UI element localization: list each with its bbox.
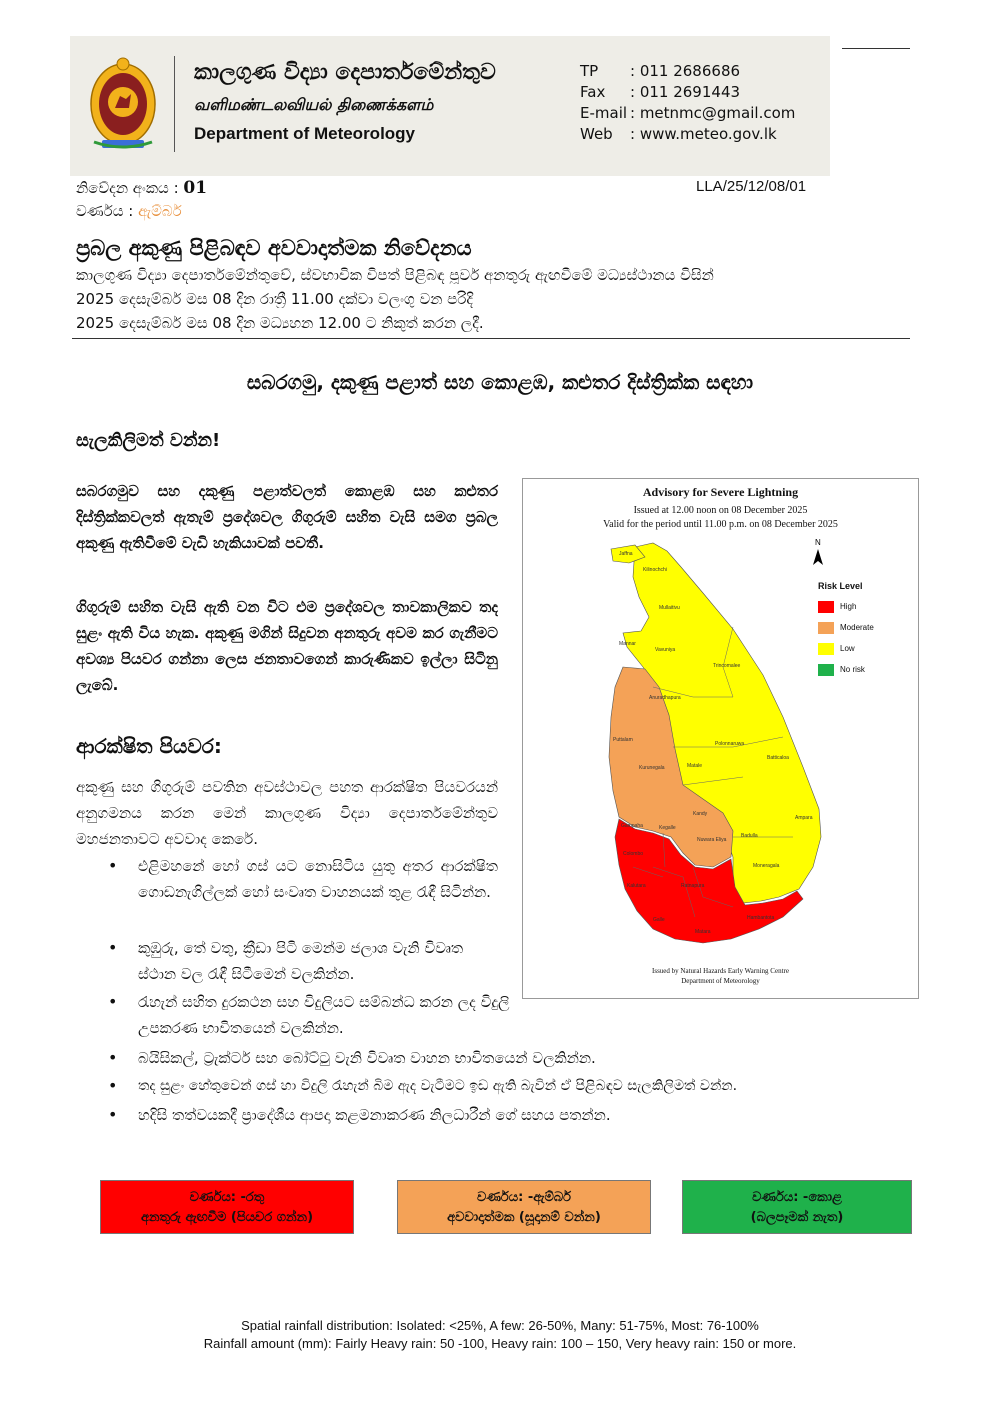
list-item (108, 989, 518, 1041)
map-valid-period: Valid for the period until 11.00 p.m. on 08 December 2025 (603, 519, 838, 530)
section-divider (72, 338, 910, 339)
sri-lanka-map (583, 537, 823, 957)
bullet-icon: • (108, 938, 118, 957)
paragraph-forecast: සබරගමුව සහ දකුණු පළාත්වලත් කොළඹ සහ කළුතර දිස්ත්‍රික්කවලත් ඇතැම් ප්‍රදේශවල ගිගුරුම් සහිත වැසි සමග ප්‍රබල අකුණු ඇතිවීමේ වැඩි හැකියාවක් පවතී. (76, 482, 498, 552)
map-issuer-department: Department of Meteorology (681, 977, 760, 985)
district-label: Kurunegala (639, 765, 665, 771)
legend-label: No risk (840, 665, 865, 675)
district-label: Batticaloa (767, 755, 789, 761)
bullet-icon: • (108, 856, 118, 875)
bullet-icon: • (108, 1048, 118, 1067)
color-key-desc: අනතුරු ඇඟවීම (පියවර ගන්න) (140, 1210, 314, 1225)
map-issuer: Issued by Natural Hazards Early Warning Centre (652, 967, 789, 975)
legend-label: Low (840, 644, 855, 654)
list-item (108, 935, 498, 987)
district-label: Mannar (619, 641, 636, 647)
district-label: Ampara (795, 815, 813, 821)
district-label: Matale (687, 763, 703, 769)
notice-number-label: නිවේදන අංකය : (76, 179, 179, 197)
list-item-text: තද සුළං හේතුවෙන් ගස් හා විදුලි රැහැන් බිම ඇද වැටීමට ඉඩ ඇති බැවින් ඒ පිළිබඳව සැලකිලිමත් වන්න. (138, 1078, 738, 1094)
district-label: Nuwara Eliya (697, 837, 727, 843)
legend-label: Moderate (840, 623, 874, 633)
north-label: N (815, 538, 821, 547)
footer-rainfall-distribution: Spatial rainfall distribution: Isolated: <25%, A few: 26-50%, Many: 51-75%, Most: 76-100% (241, 1318, 759, 1333)
bullet-icon: • (108, 1076, 118, 1095)
district-label: Kilinochchi (643, 567, 667, 573)
map-issued-time: Issued at 12.00 noon on 08 December 2025 (633, 505, 808, 516)
paragraph-request: ගිගුරුම් සහිත වැසි ඇති වන විට එම ප්‍රදේශවල තාවකාලිකව තද සුළං ඇති විය හැක. අකුණු මගින් සිදුවන අනතුරු අවම කර ගැනීමට අවශ්‍ය පියවර ගන්නා ලෙස ජනතාවගෙන් කාරුණිකව ඉල්ලා සිටිනු ලැබේ. (76, 598, 498, 694)
national-emblem-icon (88, 52, 158, 152)
notice-number-row (76, 178, 207, 198)
list-item (108, 1045, 918, 1071)
color-key-title: වර්ණය: -කොළ (752, 1190, 842, 1205)
contact-label: Fax (580, 83, 606, 101)
list-item-text: හදිසි තත්වයකදී ප්‍රාදේශීය ආපදා කළමනාකරණ නිලධාරීන් ගේ සහය පතන්න. (138, 1106, 611, 1124)
district-label: Kalutara (627, 883, 646, 889)
map-title: Advisory for Severe Lightning (642, 485, 799, 499)
contact-value: : 011 2691443 (630, 83, 741, 101)
color-key-green (682, 1180, 912, 1234)
list-item (108, 1102, 918, 1128)
legend-item-moderate (818, 622, 874, 634)
contact-label: E-mail (580, 104, 628, 122)
list-item (108, 1073, 918, 1099)
district-label: Colombo (623, 851, 644, 857)
issue-line-1: කාලගුණ විද්‍යා දෙපාර්තමේන්තුවේ, ස්වභාවික විපත් පිළිබඳ පූර්ව අනතුරු ඇඟවීමේ මධ්‍යස්ථානය විසින් (76, 266, 714, 284)
header-divider (174, 56, 175, 152)
district-label: Puttalam (613, 737, 633, 743)
footer-rainfall-amount: Rainfall amount (mm): Fairly Heavy rain: 50 -100, Heavy rain: 100 – 150, Very heavy rain: 150 or more. (203, 1336, 797, 1351)
district-label: Vavuniya (655, 647, 676, 653)
district-label: Gampaha (621, 823, 643, 829)
color-key-title: වර්ණය: -ඇම්බර් (476, 1190, 572, 1205)
contact-value[interactable]: : www.meteo.gov.lk (630, 125, 777, 143)
color-key-amber (397, 1180, 651, 1234)
precautions-heading: ආරක්ෂිත පියවර: (76, 734, 222, 758)
color-key-red (100, 1180, 354, 1234)
district-label: Mullaitivu (659, 605, 680, 611)
legend-item-no-risk (818, 664, 865, 676)
legend-swatch (818, 601, 834, 613)
color-key-desc: අවවාදාත්මක (සූදානම් වන්න) (447, 1210, 601, 1225)
issue-line-2: 2025 දෙසැම්බර් මස 08 දින රාත්‍රී 11.00 දක්වා වලංගු වන පරිදි (76, 290, 474, 308)
color-code-label: වර්ණය : (76, 202, 134, 220)
list-item-text: රැහැන් සහිත දුරකථන සහ විදුලියට සම්බන්ධ කරන ලද විදුලි උපකරණ භාවිතයෙන් වලකින්න. (138, 993, 510, 1037)
legend-title: Risk Level (818, 581, 863, 591)
department-name-sinhala: කාලගුණ විද්‍යා දෙපාර්තමේන්තුව (194, 60, 496, 85)
district-label: Hambantota (747, 915, 775, 921)
district-label: Kandy (693, 811, 708, 817)
district-label: Jaffna (619, 551, 633, 557)
contact-phone (580, 62, 820, 80)
department-name-english: Department of Meteorology (194, 124, 416, 143)
legend-swatch (818, 664, 834, 676)
district-label: Galle (653, 917, 665, 923)
top-rule (842, 48, 910, 49)
contact-web (580, 125, 820, 143)
list-item (108, 853, 498, 905)
department-name-tamil: வளிமண்டலவியல் திணைக்களம் (194, 95, 434, 114)
legend-swatch (818, 622, 834, 634)
list-item-text: එළිමහනේ හෝ ගස් යට නොසිටිය යුතු අතර ආරක්ෂිත ගොඩනැගිල්ලක් හෝ සංවෘත වාහනයක් තුළ රැඳී සිටින්න. (138, 857, 498, 901)
district-label: Moneragala (753, 863, 780, 869)
district-label: Polonnaruwa (715, 741, 745, 747)
color-key-title: වර්ණය: -රතු (189, 1190, 265, 1205)
legend-label: High (840, 602, 857, 612)
contact-value[interactable]: : metnmc@gmail.com (630, 104, 796, 122)
legend-item-low (818, 643, 855, 655)
legend-swatch (818, 643, 834, 655)
bullet-icon: • (108, 1105, 118, 1124)
district-label: Trincomalee (713, 663, 741, 669)
district-label: Anuradhapura (649, 695, 681, 701)
issue-line-3: 2025 දෙසැම්බර් මස 08 දින මධ්‍යහන 12.00 ට නිකුත් කරන ලදී. (76, 314, 484, 332)
contact-email (580, 104, 820, 122)
list-item-text: බයිසිකල්, ට්‍රැක්ටර් සහ බෝට්ටු වැනි විවෘත වාහන භාවිතයෙන් වලකින්න. (138, 1049, 596, 1067)
reference-code: LLA/25/12/08/01 (696, 178, 807, 195)
district-label: Kegalle (659, 825, 676, 831)
document-title: ප්‍රබල අකුණු පිළිබඳව අවවාදාත්මක නිවේදනය (76, 236, 472, 260)
district-label: Badulla (741, 833, 758, 839)
list-item-text: කුඹුරු, තේ වතු, ක්‍රීඩා පිටි මෙන්ම ජලාශ වැනි විවෘත ස්ථාන වල රැඳී සිටීමෙන් වලකින්න. (138, 939, 464, 983)
color-code-value: ඇම්බර් (138, 202, 182, 220)
contact-fax (580, 83, 820, 101)
notice-number: 01 (183, 178, 208, 198)
north-arrow-icon (813, 538, 823, 565)
contact-label: Web (580, 125, 613, 143)
district-label: Ratnapura (681, 883, 705, 889)
bullet-icon: • (108, 992, 118, 1011)
paragraph-advice: අකුණු සහ ගිගුරුම් පවතින අවස්ථාවල පහත ආරක්ෂිත පියවරයන් අනුගමනය කරන මෙන් කාලගුණ විද්‍යා දෙපාර්තමේන්තුව මහජනතාවට අවවාද කෙරේ. (76, 778, 498, 848)
region-heading: සබරගමු, දකුණු පළාත් සහ කොළඹ, කළුතර දිස්ත්‍රික්ක සඳහා (246, 370, 754, 394)
color-code-row (76, 202, 182, 220)
advisory-map (522, 478, 919, 999)
district-label: Matara (695, 929, 711, 935)
alert-heading: සැලකිලිමත් වන්න! (76, 430, 221, 451)
contact-value: : 011 2686686 (630, 62, 741, 80)
contact-label: TP (580, 62, 599, 80)
color-key-desc: (බලපෑමක් නැත) (750, 1210, 844, 1225)
legend-item-high (818, 601, 856, 613)
